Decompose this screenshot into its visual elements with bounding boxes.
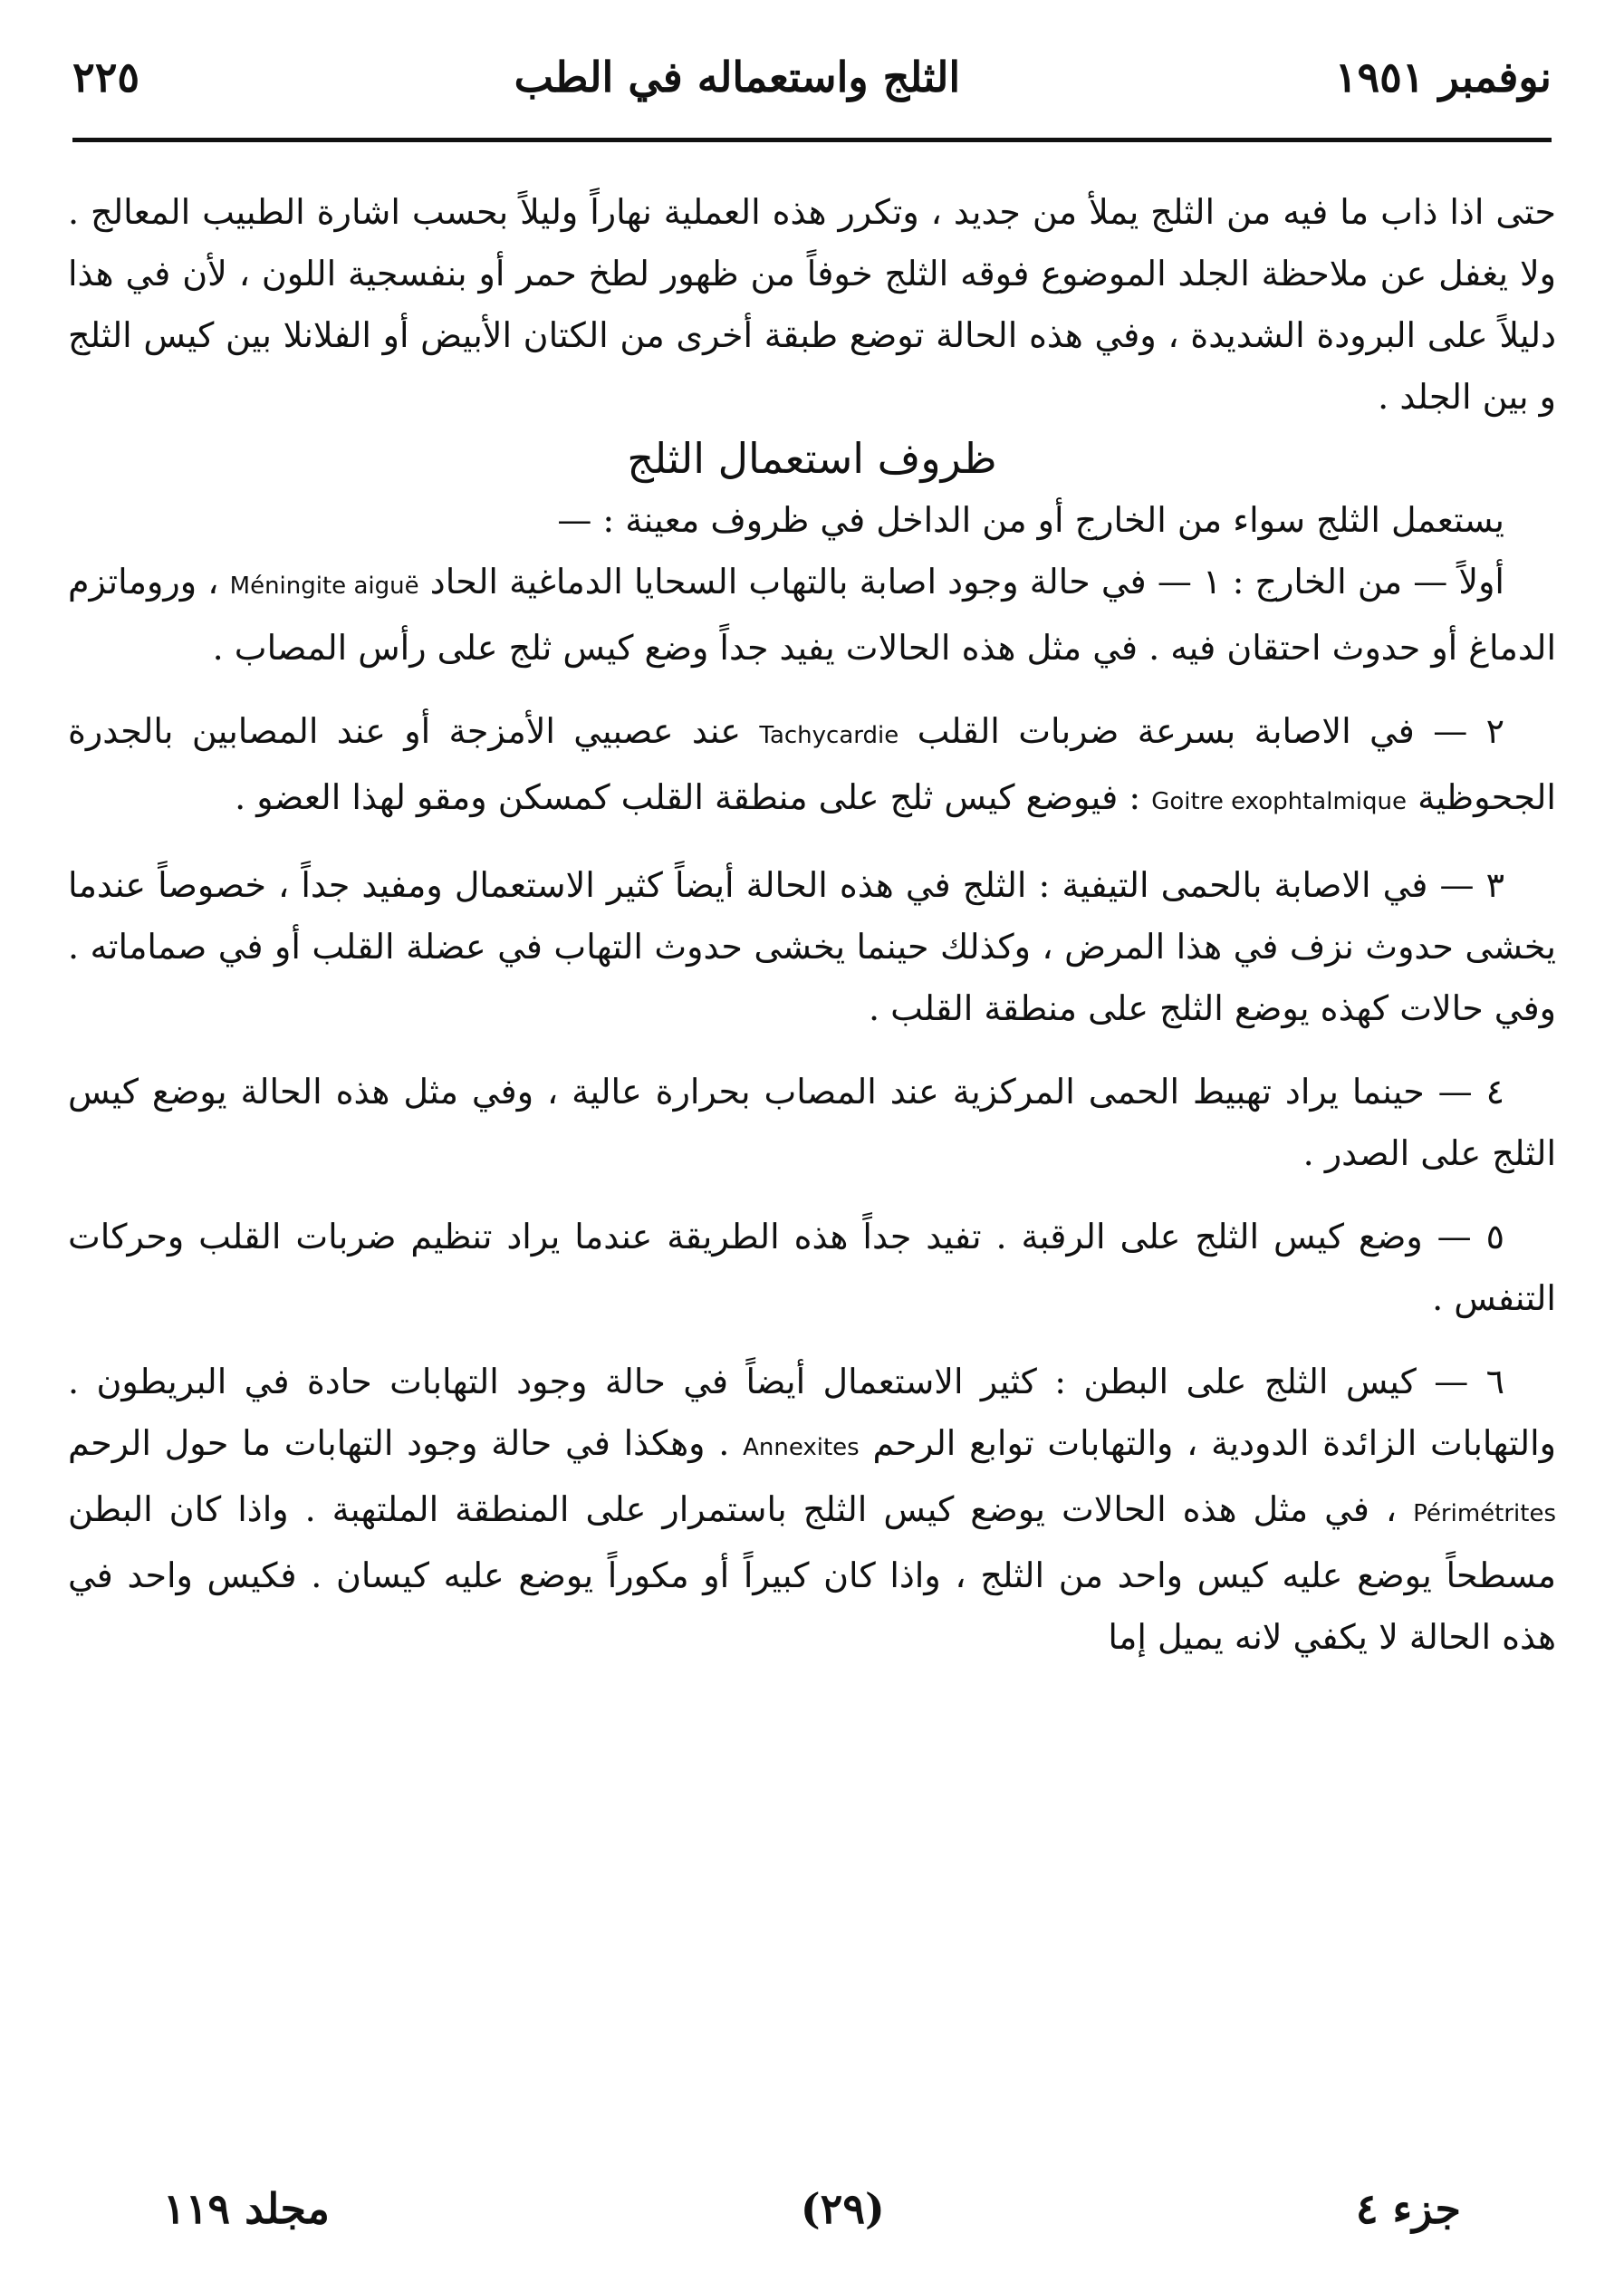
header-page-number: ٢٢٥	[72, 53, 140, 101]
footer-page-marker: (٢٩)	[800, 2184, 885, 2233]
term-goitre: Goitre exophtalmique	[1151, 788, 1407, 815]
paragraph-2-text-b: عند عصبيي الأمزجة أو عند المصابين بالجدرة الجحوظية	[68, 711, 1556, 817]
page-header	[72, 36, 1552, 118]
page-footer	[163, 2172, 1461, 2245]
paragraph-1	[68, 551, 1556, 679]
paragraph-6	[68, 1351, 1556, 1668]
term-perimetrites: Périmétrites	[1413, 1500, 1556, 1527]
paragraph-6-text-c: ، في مثل هذه الحالات يوضع كيس الثلج باستمرار على المنطقة الملتهبة . واذا كان البطن مسطحاً يوضع عليه كيس واحد من الثلج ، واذا كان كبيراً أو مكوراً يوضع عليه كيسان . فكيس واحد في هذه الحالة لا يكفي لانه يميل إما	[68, 1489, 1556, 1657]
paragraph-5: ٥ — وضع كيس الثلج على الرقبة . تفيد جداً هذه الطريقة عندما يراد تنظيم ضربات القلب وحركات التنفس .	[68, 1217, 1556, 1318]
header-rule	[72, 138, 1552, 142]
lead-paragraph: يستعمل الثلج سواء من الخارج أو من الداخل في ظروف معينة : —	[557, 500, 1504, 540]
paragraph-6-text-a: ٦ — كيس الثلج على البطن : كثير الاستعمال أيضاً في حالة وجود التهابات حادة في البريطون . والتهابات الزائدة الدودية ، والتهابات توابع الرحم	[68, 1362, 1556, 1463]
header-date: نوفمبر ١٩٥١	[1334, 53, 1552, 101]
article-body	[68, 181, 1556, 2163]
paragraph-2	[68, 700, 1556, 833]
term-annexites: Annexites	[743, 1434, 860, 1461]
paragraph-4: ٤ — حينما يراد تهبيط الحمى المركزية عند المصاب بحرارة عالية ، وفي مثل هذه الحالة يوضع كيس الثلج على الصدر .	[68, 1072, 1556, 1173]
paragraph-2-text-a: ٢ — في الاصابة بسرعة ضربات القلب	[917, 711, 1504, 751]
header-running-title: الثلج واستعماله في الطب	[514, 53, 961, 101]
term-tachycardie: Tachycardie	[759, 722, 899, 749]
paragraph-6-text-b: . وهكذا في حالة وجود التهابات ما حول الرحم	[68, 1423, 730, 1463]
footer-volume: مجلد ١١٩	[163, 2184, 330, 2233]
section-heading: ظروف استعمال الثلج	[627, 434, 997, 483]
footer-part: جزء ٤	[1355, 2184, 1461, 2233]
intro-paragraph: حتى اذا ذاب ما فيه من الثلج يملأ من جديد ، وتكرر هذه العملية نهاراً وليلاً بحسب اشارة الطبيب المعالج . ولا يغفل عن ملاحظة الجلد الموضوع فوقه الثلج خوفاً من ظهور لطخ حمر أو بنفسجية اللون ، لأن في هذا دليلاً على البرودة الشديدة ، وفي هذه الحالة توضع طبقة أخرى من الكتان الأبيض أو الفلانلا بين كيس الثلج و بين الجلد .	[68, 192, 1557, 417]
paragraph-1-text-a: أولاً — من الخارج : ١ — في حالة وجود اصابة بالتهاب السحايا الدماغية الحاد	[429, 562, 1504, 602]
paragraph-2-text-c: : فيوضع كيس ثلج على منطقة القلب كمسكن ومقو لهذا العضو .	[235, 777, 1141, 817]
paragraph-1-text-b: ، وروماتزم الدماغ أو حدوث احتقان فيه . في مثل هذه الحالات يفيد جداً وضع كيس ثلج على رأس المصاب .	[68, 562, 1556, 668]
term-meningite: Méningite aiguë	[229, 573, 419, 600]
paragraph-3: ٣ — في الاصابة بالحمى التيفية : الثلج في هذه الحالة أيضاً كثير الاستعمال ومفيد جداً ، خصوصاً عندما يخشى حدوث نزف في هذا المرض ، وكذلك حينما يخشى حدوث التهاب في عضلة القلب أو في صماماته . وفي حالات كهذه يوضع الثلج على منطقة القلب .	[68, 865, 1556, 1028]
